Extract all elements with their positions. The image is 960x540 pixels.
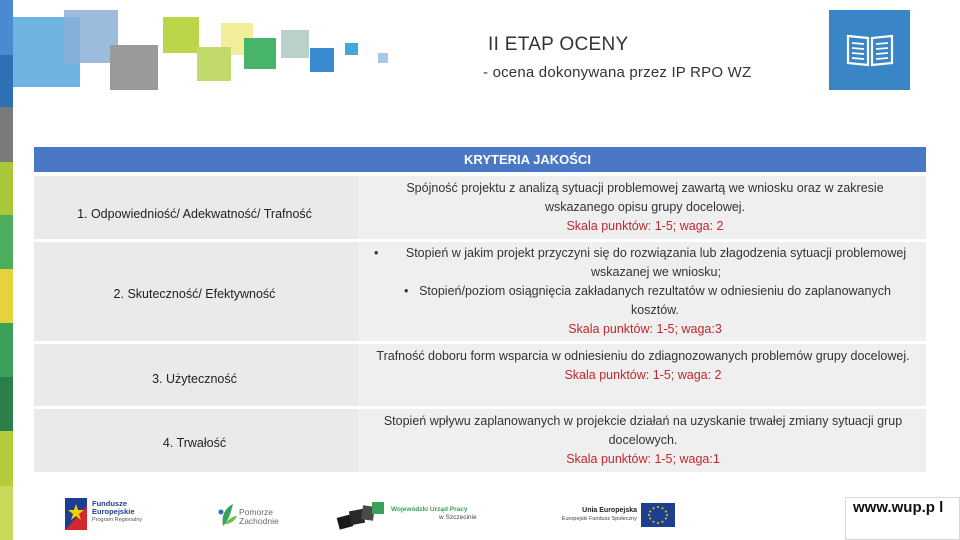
description-text: Spójność projektu z analizą sytuacji problemowej zawartą we wniosku oraz w zakresie wskazanego opisu grupy docelowej. [406, 181, 884, 214]
bullet-item [372, 282, 918, 320]
table-header [34, 147, 926, 172]
table-header-label: KRYTERIA JAKOŚCI [464, 152, 591, 167]
description-text: Trafność doboru form wsparcia w odniesieniu do zdiagnozowanych problemów grupy docelowej. [376, 349, 910, 363]
description-cell [358, 344, 926, 406]
criterion-label: 4. Trwałość [162, 436, 227, 450]
fe-line2: Europejskie [92, 507, 135, 516]
fe-line1: Fundusze [92, 499, 127, 508]
open-book-icon [845, 32, 895, 68]
ue-line1: Unia Europejska [582, 507, 637, 514]
criterion-label: 2. Skuteczność/ Efektywność [113, 287, 276, 301]
fundusze-europejskie-logo [65, 496, 155, 532]
table-row [34, 242, 926, 341]
description-text: Stopień wpływu zaplanowanych w projekcie działań na uzyskanie trwałej zmiany sytuacji grup docelowych. [383, 414, 903, 447]
criterion-cell [34, 344, 355, 406]
bullet-dot: • [374, 246, 379, 260]
eu-flag-icon [641, 503, 675, 527]
ue-line2: Europejski Fundusz Społeczny [561, 516, 637, 522]
wup-emblem-icon [336, 500, 388, 530]
table-row [34, 344, 926, 406]
scale-text: Skala punktów: 1-5; waga: 2 [564, 368, 722, 382]
pomorze-line1: Pomorze [239, 507, 274, 517]
criterion-cell [34, 176, 355, 239]
bullet-text: Stopień/poziom osiągnięcia zakładanych rezultatów w odniesieniu do zaplanowanych kosztów. [419, 284, 891, 317]
pomorze-leaf-icon [217, 502, 239, 528]
criterion-cell [34, 242, 355, 341]
left-color-strip [0, 0, 13, 540]
wup-logo [336, 500, 486, 532]
table-row [34, 176, 926, 239]
page-title: II ETAP OCENY [488, 34, 629, 55]
bullet-dot: • [404, 284, 409, 298]
bullet-item [372, 244, 918, 282]
fe-line3: Program Regionalny [92, 517, 143, 523]
description-cell [358, 242, 926, 341]
scale-text: Skala punktów: 1-5; waga:3 [568, 322, 722, 336]
criterion-label: 1. Odpowiedniość/ Adekwatność/ Trafność [77, 207, 312, 221]
criterion-cell [34, 409, 355, 472]
scale-text: Skala punktów: 1-5; waga:1 [566, 452, 720, 466]
page-subtitle: - ocena dokonywana przez IP RPO WZ [483, 64, 752, 81]
website-link[interactable] [845, 497, 960, 540]
book-badge [829, 10, 910, 90]
table-row [34, 409, 926, 472]
wup-line1: Wojewódzki Urząd Pracy [391, 506, 468, 513]
pomorze-zachodnie-logo [217, 502, 287, 532]
website-text: www.wup.p l [853, 499, 944, 516]
pomorze-line2: Zachodnie [239, 516, 279, 526]
description-cell [358, 409, 926, 472]
scale-text: Skala punktów: 1-5; waga: 2 [566, 219, 724, 233]
bullet-text: Stopień w jakim projekt przyczyni się do rozwiązania lub złagodzenia sytuacji problemowej wskazanej we wniosku; [405, 246, 907, 279]
fe-star-flag-icon [65, 498, 87, 530]
wup-line2: w Szczecinie [439, 514, 477, 521]
unia-europejska-logo [540, 502, 680, 532]
criterion-label: 3. Użyteczność [152, 372, 237, 386]
description-cell [358, 176, 926, 239]
